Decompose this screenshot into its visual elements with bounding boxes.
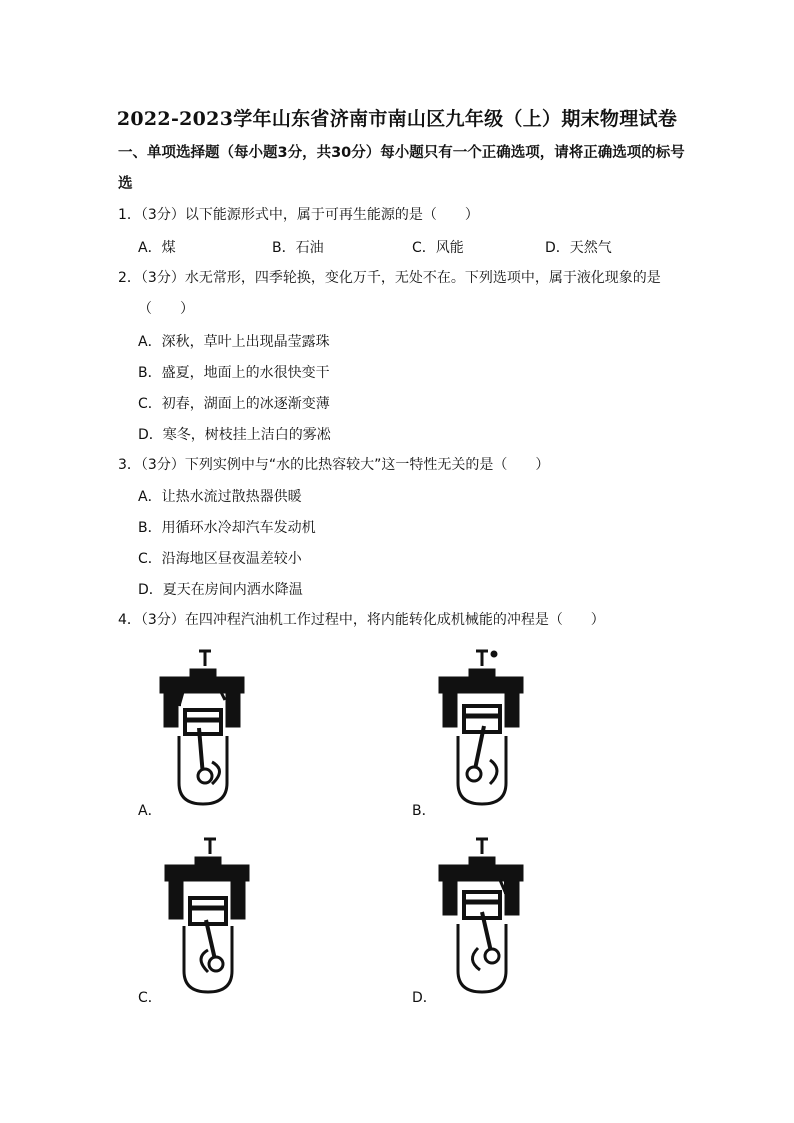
question-stem: 4．（3分）在四冲程汽油机工作过程中，将内能转化成机械能的冲程是（ ）: [118, 612, 605, 628]
q4-option-c[interactable]: C．: [138, 990, 162, 1006]
engine-diagram-c: [160, 836, 256, 996]
section-heading: [118, 138, 688, 200]
q4-option-a[interactable]: A．: [138, 803, 162, 819]
q3-option-a[interactable]: A．让热水流过散热器供暖: [138, 489, 302, 505]
question-stem: 1．（3分）以下能源形式中，属于可再生能源的是（ ）: [118, 207, 479, 223]
q2-option-c[interactable]: C．初春，湖面上的冰逐渐变薄: [138, 396, 330, 412]
q3-option-d[interactable]: D．夏天在房间内洒水降温: [138, 582, 303, 598]
q1-option-c[interactable]: C．风能: [412, 240, 464, 256]
question-stem: 3．（3分）下列实例中与“水的比热容较大”这一特性无关的是（ ）: [118, 457, 550, 473]
section-heading-line1: 一、单项选择题（每小题3分，共30分）每小题只有一个正确选项，请将正确选项的标号: [118, 145, 685, 161]
q3-option-b[interactable]: B．用循环水冷却汽车发动机: [138, 520, 316, 536]
q3-option-c[interactable]: C．沿海地区昼夜温差较小: [138, 551, 302, 567]
question-4: [118, 605, 688, 636]
question-stem-line2: （ ）: [138, 301, 194, 317]
page-title: 2022-2023学年山东省济南市南山区九年级（上）期末物理试卷: [116, 108, 678, 130]
q1-option-d[interactable]: D．天然气: [545, 240, 612, 256]
q4-option-d[interactable]: D．: [412, 990, 437, 1006]
engine-diagram-d: [434, 836, 530, 996]
q1-option-b[interactable]: B．石油: [272, 240, 324, 256]
section-heading-line2: 选: [118, 176, 133, 192]
q2-option-a[interactable]: A．深秋，草叶上出现晶莹露珠: [138, 334, 330, 350]
q2-option-b[interactable]: B．盛夏，地面上的水很快变干: [138, 365, 330, 381]
question-1: [118, 200, 688, 231]
q4-option-b[interactable]: B．: [412, 803, 436, 819]
engine-diagram-a: [155, 648, 251, 808]
question-2: [118, 263, 688, 325]
question-stem-line1: 2．（3分）水无常形，四季轮换，变化万千，无处不在。下列选项中，属于液化现象的是: [118, 270, 661, 286]
engine-diagram-b: [434, 648, 530, 808]
q1-option-a[interactable]: A．煤: [138, 240, 176, 256]
q2-option-d[interactable]: D．寒冬，树枝挂上洁白的雾凇: [138, 427, 331, 443]
question-3: [118, 450, 688, 481]
